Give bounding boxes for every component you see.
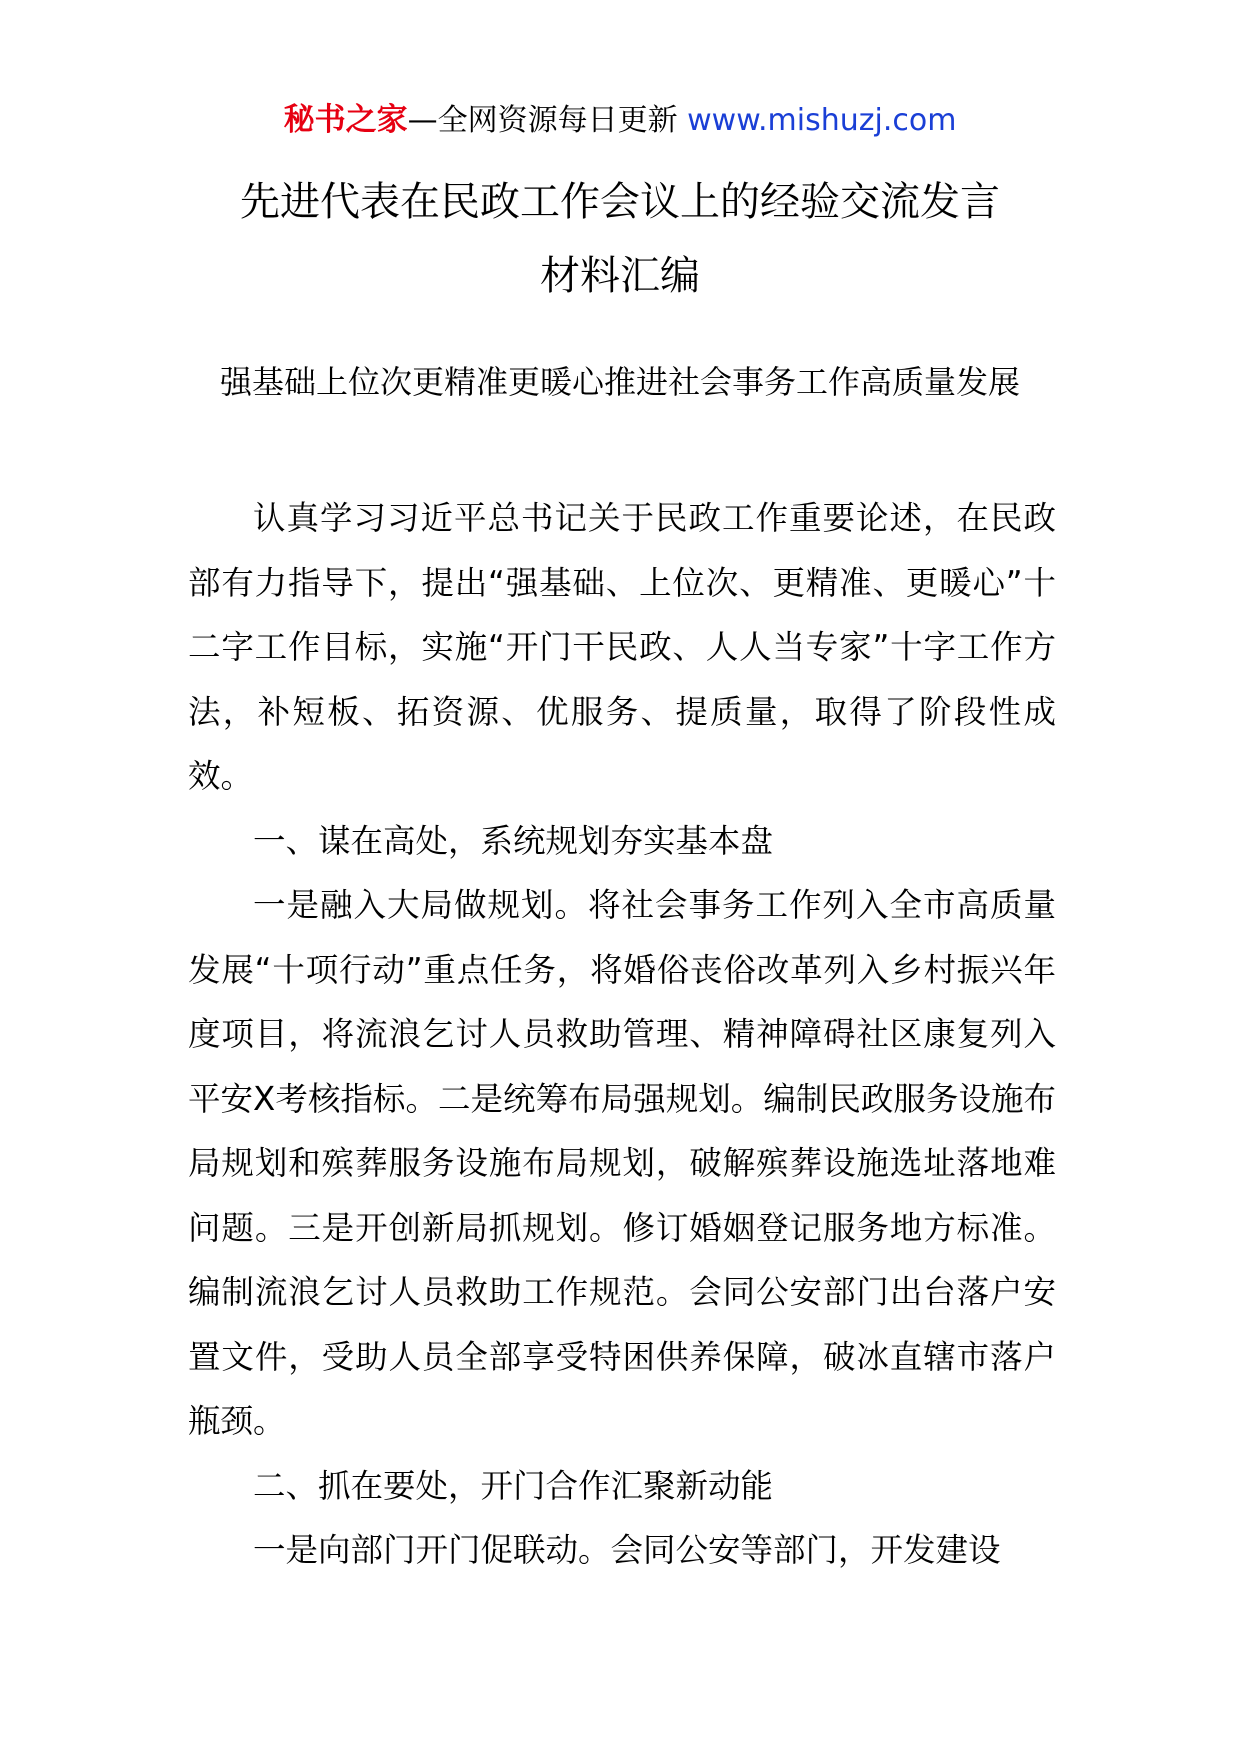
- brand-name: 秘书之家: [283, 102, 408, 138]
- brand-url[interactable]: www.mishuzj.com: [687, 103, 957, 138]
- section-1-paragraph: 一是融入大局做规划。将社会事务工作列入全市高质量发展“十项行动”重点任务，将婚俗丧俗改革列入乡村振兴年度项目，将流浪乞讨人员救助管理、精神障碍社区康复列入平安X考核指标。二是统筹布局强规划。编制民政服务设施布局规划和殡葬服务设施布局规划，破解殡葬设施选址落地难问题。三是开创新局抓规划。修订婚姻登记服务地方标准。编制流浪乞讨人员救助工作规范。会同公安部门出台落户安置文件，受助人员全部享受特困供养保障，破冰直辖市落户瓶颈。: [188, 886, 1056, 1440]
- brand-tagline: —全网资源每日更新: [407, 103, 678, 138]
- document-title: [0, 165, 1240, 313]
- intro-paragraph: 认真学习习近平总书记关于民政工作重要论述，在民政部有力指导下，提出“强基础、上位次、更精准、更暖心”十二字工作目标，实施“开门干民政、人人当专家”十字工作方法，补短板、拓资源、优服务、提质量，取得了阶段性成效。: [188, 499, 1056, 795]
- section-2-paragraph: 一是向部门开门促联动。会同公安等部门，开发建设: [253, 1531, 1001, 1569]
- section-subtitle: 强基础上位次更精准更暖心推进社会事务工作高质量发展: [219, 363, 1020, 401]
- document-body: [188, 486, 1056, 1583]
- section-heading-2: 二、抓在要处，开门合作汇聚新动能: [253, 1466, 774, 1505]
- watermark-header: [0, 100, 1240, 141]
- title-line-2: 材料汇编: [540, 253, 700, 299]
- section-heading-1: 一、谋在高处，系统规划夯实基本盘: [253, 821, 774, 860]
- title-line-1: 先进代表在民政工作会议上的经验交流发言: [240, 179, 1000, 225]
